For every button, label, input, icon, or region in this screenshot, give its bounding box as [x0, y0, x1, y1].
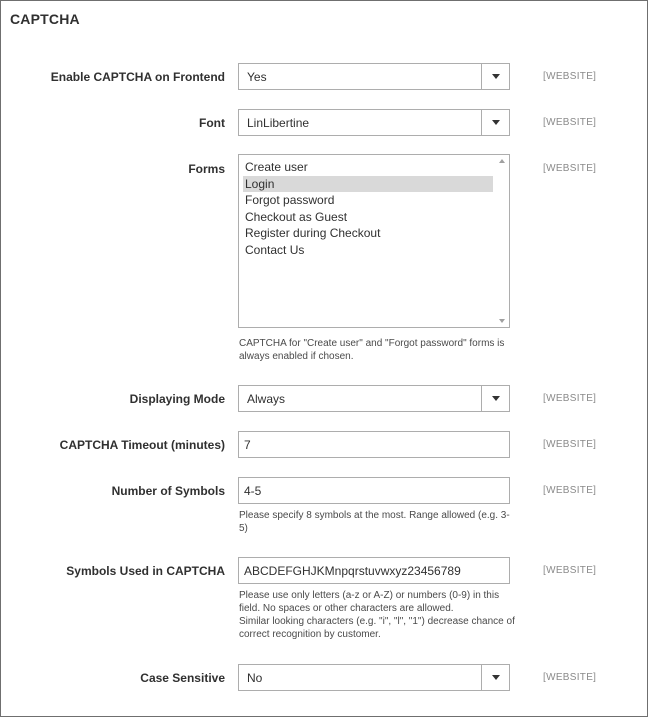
font-select[interactable]: [238, 109, 510, 136]
timeout-input[interactable]: 7: [238, 431, 510, 458]
scroll-up-icon[interactable]: [499, 159, 505, 163]
symbols-used-note: [239, 589, 515, 641]
displaying-mode-select[interactable]: [238, 385, 510, 412]
symbols-used-note-2: Similar looking characters (e.g. "i", "l", "1") decrease chance of correct recognition by customer.: [239, 616, 515, 640]
case-sensitive-label: Case Sensitive: [140, 671, 225, 685]
forms-note: CAPTCHA for "Create user" and "Forgot password" forms is always enabled if chosen.: [239, 338, 505, 362]
timeout-label: CAPTCHA Timeout (minutes): [59, 438, 225, 452]
num-symbols-label: Number of Symbols: [111, 484, 225, 498]
scope-badge: [WEBSITE]: [543, 117, 597, 128]
displaying-mode-value: Always: [247, 392, 286, 406]
scope-badge: [WEBSITE]: [543, 439, 597, 450]
case-sensitive-value: No: [247, 671, 263, 685]
scope-badge: [WEBSITE]: [543, 565, 597, 576]
font-label: Font: [199, 116, 225, 130]
forms-option[interactable]: Contact Us: [245, 242, 305, 257]
chevron-down-icon[interactable]: [481, 386, 509, 411]
chevron-down-icon[interactable]: [481, 110, 509, 135]
scope-badge: [WEBSITE]: [543, 393, 597, 404]
forms-label: Forms: [188, 162, 225, 176]
scope-badge: [WEBSITE]: [543, 672, 597, 683]
forms-option[interactable]: Forgot password: [245, 193, 335, 208]
enable-frontend-value: Yes: [247, 70, 267, 84]
symbols-used-input[interactable]: ABCDEFGHJKMnpqrstuvwxyz23456789: [238, 557, 510, 584]
num-symbols-input[interactable]: 4-5: [238, 477, 510, 504]
scope-badge: [WEBSITE]: [543, 485, 597, 496]
enable-frontend-label: Enable CAPTCHA on Frontend: [50, 70, 225, 84]
chevron-down-icon[interactable]: [481, 665, 509, 690]
forms-option[interactable]: Checkout as Guest: [245, 209, 348, 224]
scope-badge: [WEBSITE]: [543, 163, 597, 174]
num-symbols-note: Please specify 8 symbols at the most. Range allowed (e.g. 3-5): [239, 510, 510, 534]
scope-badge: [WEBSITE]: [543, 71, 597, 82]
forms-multiselect[interactable]: [238, 154, 510, 328]
section-title: CAPTCHA: [10, 11, 80, 27]
chevron-down-icon[interactable]: [481, 64, 509, 89]
scroll-down-icon[interactable]: [499, 319, 505, 323]
symbols-used-label: Symbols Used in CAPTCHA: [66, 564, 225, 578]
enable-frontend-select[interactable]: [238, 63, 510, 90]
forms-option-selected[interactable]: Login: [243, 176, 493, 193]
forms-option[interactable]: Register during Checkout: [245, 226, 381, 241]
symbols-used-note-1: Please use only letters (a-z or A-Z) or numbers (0-9) in this field. No spaces or other characters are allowed.: [239, 590, 500, 614]
case-sensitive-select[interactable]: [238, 664, 510, 691]
scrollbar[interactable]: [495, 155, 509, 327]
font-value: LinLibertine: [247, 116, 310, 130]
displaying-mode-label: Displaying Mode: [129, 392, 225, 406]
forms-option[interactable]: Create user: [245, 160, 308, 174]
